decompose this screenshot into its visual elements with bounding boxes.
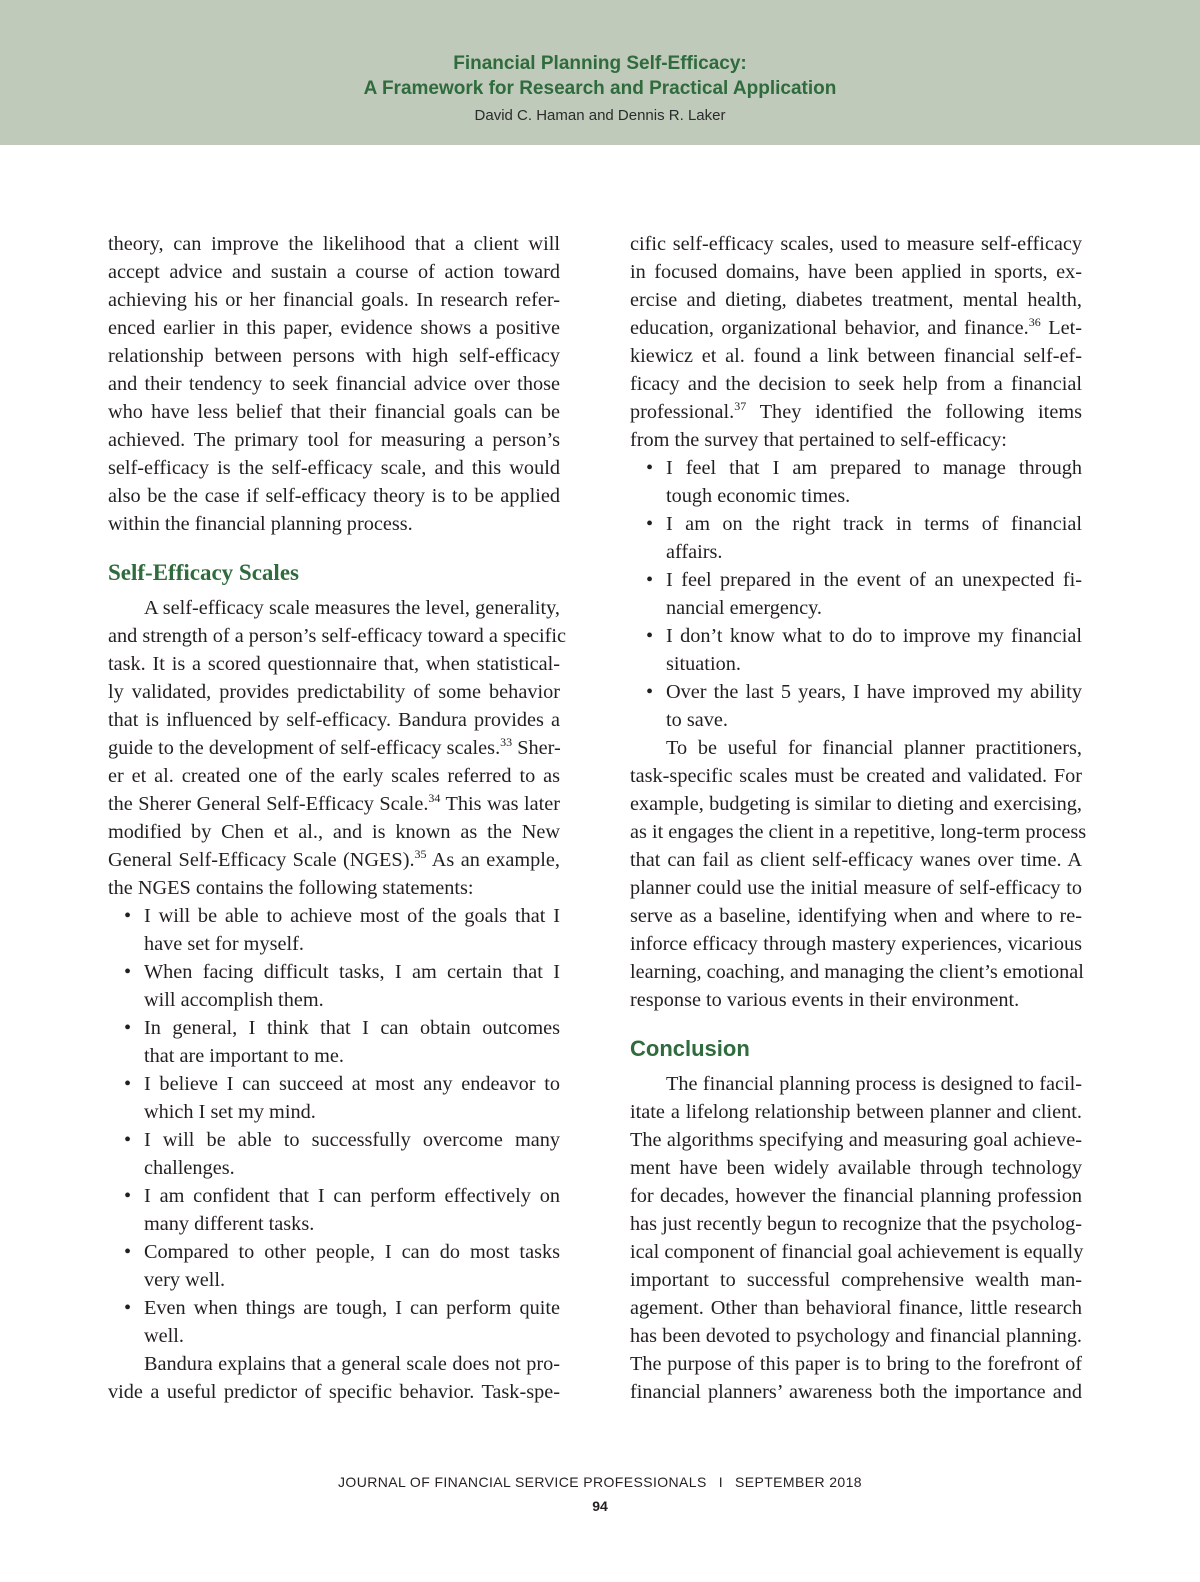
right-column xyxy=(630,230,1087,1406)
text-line: er et al. created one of the early scales referred to as xyxy=(108,765,560,787)
text-run: They identified the following items xyxy=(746,401,1082,423)
bullet-text: Even when things are tough, I can perform quite xyxy=(144,1297,560,1319)
bullet-text: In general, I think that I can obtain outcomes xyxy=(144,1017,560,1039)
scales-paragraph xyxy=(108,594,567,902)
text-line: inforce efficacy through mastery experiences, vicarious xyxy=(630,933,1082,955)
bullet-line xyxy=(108,958,560,986)
text-line: example, budgeting is similar to dieting and exercising, xyxy=(630,793,1082,815)
bullet-icon: • xyxy=(124,1017,132,1039)
bullet-line xyxy=(108,902,560,930)
article-authors: David C. Haman and Dennis R. Laker xyxy=(474,107,726,124)
list-item xyxy=(108,958,560,1014)
journal-footer xyxy=(0,1474,1200,1490)
list-item xyxy=(108,1294,560,1350)
bullet-line: situation. xyxy=(666,653,741,675)
bullet-line: nancial emergency. xyxy=(666,597,822,619)
text-line: relationship between persons with high self-efficacy xyxy=(108,345,560,367)
text-line: financial planners’ awareness both the importance and xyxy=(630,1381,1082,1403)
text-line: in focused domains, have been applied in sports, ex- xyxy=(630,261,1082,283)
text-line: the NGES contains the following statements: xyxy=(108,877,474,899)
practitioner-paragraph xyxy=(630,734,1087,1014)
list-item xyxy=(630,678,1082,734)
bullet-text: I am on the right track in terms of financial xyxy=(666,513,1082,535)
bullet-text: I am confident that I can perform effectively on xyxy=(144,1185,560,1207)
article-title-line-2: A Framework for Research and Practical Application xyxy=(363,78,837,99)
bullet-text: I will be able to successfully overcome many xyxy=(144,1129,560,1151)
text-line: accept advice and sustain a course of action toward xyxy=(108,261,560,283)
text-line: has been devoted to psychology and financial planning. xyxy=(630,1325,1082,1347)
bullet-text: I will be able to achieve most of the goals that I xyxy=(144,905,560,927)
bullet-line xyxy=(108,1238,560,1266)
bullet-icon: • xyxy=(646,569,654,591)
reference-36: 36 xyxy=(1028,315,1041,329)
text-line: The purpose of this paper is to bring to the forefront of xyxy=(630,1353,1082,1375)
bullet-icon: • xyxy=(646,681,654,703)
footer-separator: I xyxy=(718,1474,723,1490)
bullet-line: tough economic times. xyxy=(666,485,851,507)
list-item xyxy=(108,1126,560,1182)
text-line: kiewicz et al. found a link between financial self-ef- xyxy=(630,345,1082,367)
bullet-text: I don’t know what to do to improve my financial xyxy=(666,625,1082,647)
text-line xyxy=(108,846,560,874)
text-run: guide to the development of self-efficacy scales. xyxy=(108,737,501,759)
text-line: itate a lifelong relationship between planner and client. xyxy=(630,1101,1082,1123)
bullet-line xyxy=(630,566,1082,594)
bullet-icon: • xyxy=(124,1297,132,1319)
bullet-text: When facing difficult tasks, I am certain that I xyxy=(144,961,560,983)
text-line: The algorithms specifying and measuring goal achieve- xyxy=(630,1129,1082,1151)
bullet-icon: • xyxy=(124,905,132,927)
text-line: ercise and dieting, diabetes treatment, mental health, xyxy=(630,289,1082,311)
bandura-paragraph xyxy=(108,1350,560,1406)
text-line: ficacy and the decision to seek help from a financial xyxy=(630,373,1082,395)
bullet-line xyxy=(630,454,1082,482)
text-run: education, organizational behavior, and finance. xyxy=(630,317,1029,339)
page-number: 94 xyxy=(592,1498,608,1514)
bullet-line: that are important to me. xyxy=(144,1045,344,1067)
text-line: theory, can improve the likelihood that a client will xyxy=(108,233,560,255)
survey-bullet-list xyxy=(630,454,1082,734)
bullet-icon: • xyxy=(646,457,654,479)
text-line: A self-efficacy scale measures the level, generality, xyxy=(144,597,560,619)
bullet-text: I feel prepared in the event of an unexpected fi- xyxy=(666,569,1082,591)
bullet-line: which I set my mind. xyxy=(144,1101,316,1123)
text-line: vide a useful predictor of specific behavior. Task-spe- xyxy=(108,1381,560,1403)
issue-date: SEPTEMBER 2018 xyxy=(735,1474,862,1490)
text-line xyxy=(630,314,1082,342)
text-line: achieving his or her financial goals. In research refer- xyxy=(108,289,560,311)
bullet-line xyxy=(108,1070,560,1098)
bullet-line: many different tasks. xyxy=(144,1213,315,1235)
text-line: and their tendency to seek financial advice over those xyxy=(108,373,560,395)
bullet-line xyxy=(108,1126,560,1154)
text-line: also be the case if self-efficacy theory is to be applied xyxy=(108,485,560,507)
text-line: self-efficacy is the self-efficacy scale, and this would xyxy=(108,457,560,479)
list-item xyxy=(108,1238,560,1294)
text-line: achieved. The primary tool for measuring a person’s xyxy=(108,429,560,451)
text-line: serve as a baseline, identifying when and where to re- xyxy=(630,905,1082,927)
list-item xyxy=(108,1014,560,1070)
text-line: response to various events in their environment. xyxy=(630,989,1020,1011)
text-run: the Sherer General Self-Efficacy Scale. xyxy=(108,793,429,815)
text-line: The financial planning process is designed to facil- xyxy=(666,1073,1082,1095)
left-column xyxy=(108,230,567,1406)
text-line: for decades, however the financial planning profession xyxy=(630,1185,1082,1207)
text-run: As an example, xyxy=(426,849,560,871)
bullet-text: I feel that I am prepared to manage through xyxy=(666,457,1082,479)
list-item xyxy=(108,902,560,958)
bullet-line: to save. xyxy=(666,709,728,731)
bullet-line xyxy=(630,510,1082,538)
bullet-icon: • xyxy=(124,961,132,983)
text-line: learning, coaching, and managing the client’s emotional xyxy=(630,961,1084,983)
list-item xyxy=(630,510,1082,566)
list-item xyxy=(108,1182,560,1238)
text-line: important to successful comprehensive wealth man- xyxy=(630,1269,1082,1291)
text-line: and strength of a person’s self-efficacy toward a specific xyxy=(108,625,567,647)
text-line: cific self-efficacy scales, used to measure self-efficacy xyxy=(630,233,1082,255)
article-title-line-1: Financial Planning Self-Efficacy: xyxy=(453,53,747,74)
bullet-text: Over the last 5 years, I have improved my ability xyxy=(666,681,1082,703)
bullet-text: I believe I can succeed at most any endeavor to xyxy=(144,1073,560,1095)
bullet-icon: • xyxy=(124,1241,132,1263)
section-heading-self-efficacy-scales: Self-Efficacy Scales xyxy=(108,560,299,585)
reference-33: 33 xyxy=(500,735,513,749)
bullet-text: Compared to other people, I can do most tasks xyxy=(144,1241,560,1263)
reference-34: 34 xyxy=(428,791,441,805)
text-run: Let- xyxy=(1040,317,1082,339)
text-line xyxy=(630,398,1082,426)
bullet-line xyxy=(630,622,1082,650)
section-heading-conclusion: Conclusion xyxy=(630,1036,750,1061)
nges-bullet-list xyxy=(108,902,560,1350)
bullet-line xyxy=(108,1014,560,1042)
list-item xyxy=(630,566,1082,622)
text-line: who have less belief that their financial goals can be xyxy=(108,401,560,423)
text-line: ical component of financial goal achievement is equally xyxy=(630,1241,1084,1263)
bullet-line: will accomplish them. xyxy=(144,989,324,1011)
task-specific-paragraph xyxy=(630,230,1082,454)
bullet-line xyxy=(108,1294,560,1322)
text-line: ly validated, provides predictability of some behavior xyxy=(108,681,560,703)
text-line: that is influenced by self-efficacy. Bandura provides a xyxy=(108,709,560,731)
reference-37: 37 xyxy=(734,399,747,413)
text-line: from the survey that pertained to self-efficacy: xyxy=(630,429,1007,451)
text-line: planner could use the initial measure of self-efficacy to xyxy=(630,877,1082,899)
journal-name: JOURNAL OF FINANCIAL SERVICE PROFESSIONALS xyxy=(338,1474,707,1490)
text-line: task. It is a scored questionnaire that, when statistical- xyxy=(108,653,560,675)
text-line: as it engages the client in a repetitive, long-term process xyxy=(630,821,1087,843)
text-line: within the financial planning process. xyxy=(108,513,413,535)
text-run: professional. xyxy=(630,401,735,423)
list-item xyxy=(630,622,1082,678)
text-line: enced earlier in this paper, evidence shows a positive xyxy=(108,317,560,339)
text-run: General Self-Efficacy Scale (NGES). xyxy=(108,849,415,871)
bullet-icon: • xyxy=(124,1185,132,1207)
bullet-line: affairs. xyxy=(666,541,723,563)
bullet-icon: • xyxy=(646,625,654,647)
bullet-line: have set for myself. xyxy=(144,933,304,955)
bullet-line xyxy=(630,678,1082,706)
bullet-line xyxy=(108,1182,560,1210)
bullet-line: challenges. xyxy=(144,1157,235,1179)
text-line: task-specific scales must be created and validated. For xyxy=(630,765,1082,787)
bullet-line: well. xyxy=(144,1325,184,1347)
text-line: that can fail as client self-efficacy wanes over time. A xyxy=(630,849,1082,871)
reference-35: 35 xyxy=(414,847,427,861)
text-line: agement. Other than behavioral finance, little research xyxy=(630,1297,1082,1319)
text-line xyxy=(108,790,560,818)
bullet-line: very well. xyxy=(144,1269,226,1291)
text-run: Sher- xyxy=(512,737,561,759)
text-line: modified by Chen et al., and is known as the New xyxy=(108,821,560,843)
text-line: Bandura explains that a general scale does not pro- xyxy=(144,1353,560,1375)
text-line xyxy=(108,734,560,762)
bullet-icon: • xyxy=(646,513,654,535)
intro-paragraph xyxy=(108,230,560,538)
text-line: ment have been widely available through technology xyxy=(630,1157,1082,1179)
text-line: has just recently begun to recognize that the psycholog- xyxy=(630,1213,1082,1235)
list-item xyxy=(630,454,1082,510)
text-run: This was later xyxy=(440,793,560,815)
bullet-icon: • xyxy=(124,1073,132,1095)
list-item xyxy=(108,1070,560,1126)
conclusion-paragraph xyxy=(630,1070,1082,1406)
text-line: To be useful for financial planner practitioners, xyxy=(666,737,1082,759)
bullet-icon: • xyxy=(124,1129,132,1151)
